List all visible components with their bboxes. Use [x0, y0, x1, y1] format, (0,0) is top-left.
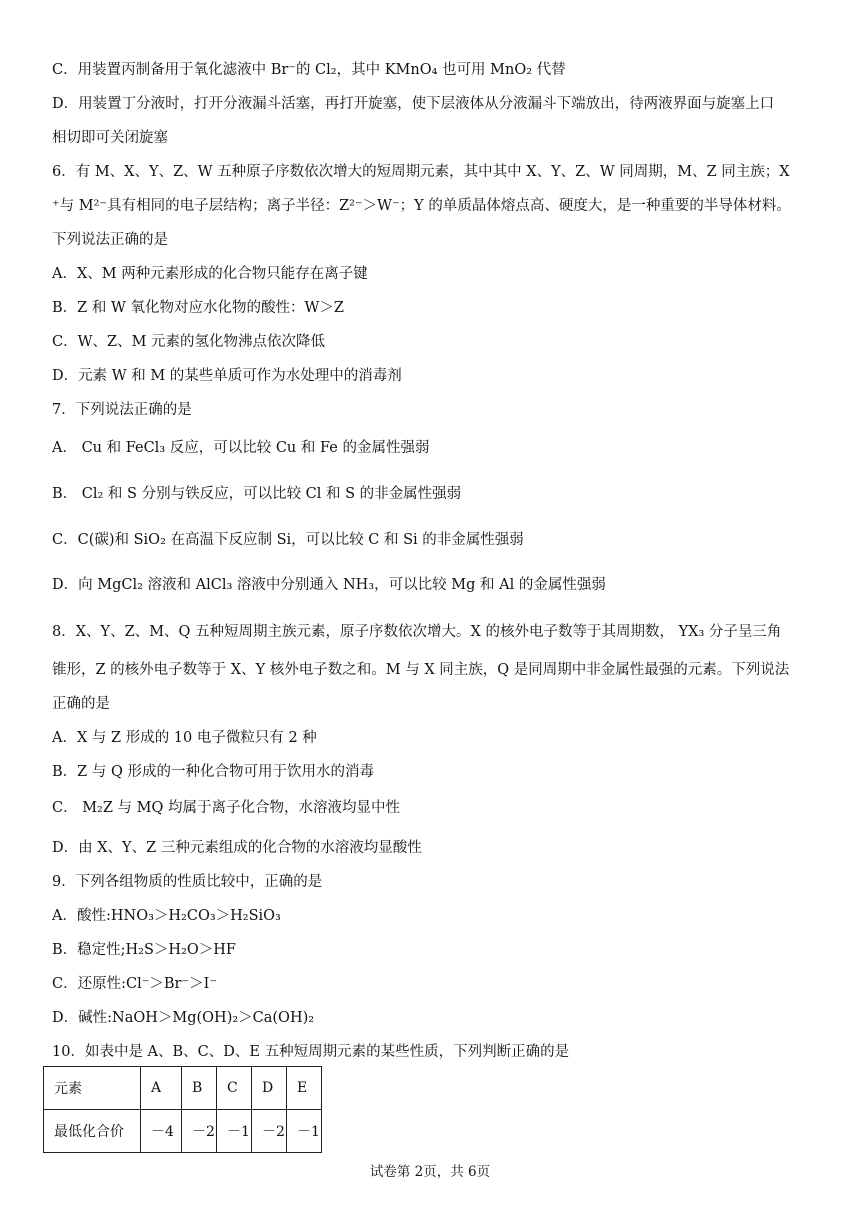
table-cell: C: [217, 1067, 252, 1110]
option-8b: B．Z 与 Q 形成的一种化合物可用于饮用水的消毒: [52, 764, 374, 780]
table-cell: －2: [182, 1110, 217, 1153]
table-cell: B: [182, 1067, 217, 1110]
option-7d: D．向 MgCl₂ 溶液和 AlCl₃ 溶液中分别通入 NH₃，可以比较 Mg 和 Al 的金属性强弱: [52, 577, 606, 593]
question-6-prompt: 下列说法正确的是: [52, 232, 168, 248]
table-cell: A: [141, 1067, 182, 1110]
table-cell: D: [252, 1067, 287, 1110]
table-cell: 元素: [44, 1067, 141, 1110]
table-row: [44, 1110, 322, 1153]
option-6a: A．X、M 两种元素形成的化合物只能存在离子键: [52, 266, 368, 282]
option-5d: D．用装置丁分液时，打开分液漏斗活塞，再打开旋塞，使下层液体从分液漏斗下端放出，待两液界面与旋塞上口: [52, 96, 775, 112]
table-cell: －2: [252, 1110, 287, 1153]
page-footer: 试卷第 2页，共 6页: [369, 1164, 491, 1180]
table-header-row: [44, 1067, 322, 1110]
question-10: 10．如表中是 A、B、C、D、E 五种短周期元素的某些性质，下列判断正确的是: [52, 1044, 570, 1060]
option-7b: B． Cl₂ 和 S 分别与铁反应，可以比较 Cl 和 S 的非金属性强弱: [52, 486, 462, 502]
option-9c: C．还原性:Cl⁻＞Br⁻＞I⁻: [52, 976, 217, 992]
option-6c: C．W、Z、M 元素的氢化物沸点依次降低: [52, 334, 326, 350]
question-7: 7．下列说法正确的是: [52, 402, 192, 418]
option-7c: C．C(碳)和 SiO₂ 在高温下反应制 Si，可以比较 C 和 Si 的非金属性强弱: [52, 532, 524, 548]
option-8a: A．X 与 Z 形成的 10 电子微粒只有 2 种: [52, 730, 317, 746]
option-7a: A． Cu 和 FeCl₃ 反应，可以比较 Cu 和 Fe 的金属性强弱: [52, 440, 430, 456]
option-5d-cont: 相切即可关闭旋塞: [52, 130, 168, 146]
option-9d: D．碱性:NaOH＞Mg(OH)₂＞Ca(OH)₂: [52, 1010, 315, 1026]
option-6d: D．元素 W 和 M 的某些单质可作为水处理中的消毒剂: [52, 368, 402, 384]
table-cell: E: [287, 1067, 322, 1110]
option-9b: B．稳定性;H₂S＞H₂O＞HF: [52, 942, 236, 958]
question-6-cont: ⁺与 M²⁻具有相同的电子层结构；离子半径：Z²⁻＞W⁻；Y 的单质晶体熔点高、硬度大，是一种重要的半导体材料。: [52, 198, 791, 214]
option-5c: C．用装置丙制备用于氧化滤液中 Br⁻的 Cl₂，其中 KMnO₄ 也可用 MnO₂ 代替: [52, 62, 566, 78]
question-8: 8．X、Y、Z、M、Q 五种短周期主族元素，原子序数依次增大。X 的核外电子数等于其周期数， YX₃ 分子呈三角: [52, 624, 782, 640]
table-cell: －1: [287, 1110, 322, 1153]
question-8-prompt: 正确的是: [52, 696, 110, 712]
question-9: 9．下列各组物质的性质比较中，正确的是: [52, 874, 323, 890]
table-cell: －4: [141, 1110, 182, 1153]
option-8d: D．由 X、Y、Z 三种元素组成的化合物的水溶液均显酸性: [52, 840, 422, 856]
option-9a: A．酸性:HNO₃＞H₂CO₃＞H₂SiO₃: [52, 908, 281, 924]
question-8-cont: 锥形，Z 的核外电子数等于 X、Y 核外电子数之和。M 与 X 同主族，Q 是同周期中非金属性最强的元素。下列说法: [52, 662, 790, 678]
table-cell: －1: [217, 1110, 252, 1153]
option-8c: C． M₂Z 与 MQ 均属于离子化合物，水溶液均显中性: [52, 800, 400, 816]
table-cell: 最低化合价: [44, 1110, 141, 1153]
question-6: 6．有 M、X、Y、Z、W 五种原子序数依次增大的短周期元素，其中其中 X、Y、Z、W 同周期，M、Z 同主族；X: [52, 164, 790, 180]
option-6b: B．Z 和 W 氧化物对应水化物的酸性：W＞Z: [52, 300, 344, 316]
element-valence-table: [43, 1066, 322, 1153]
